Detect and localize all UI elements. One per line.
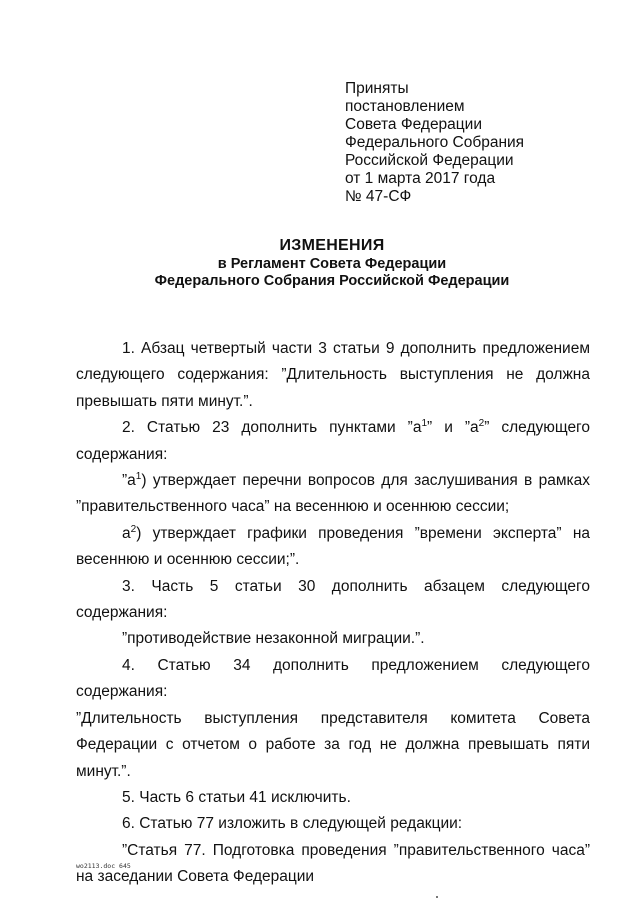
text-run: ” и ”а [427,419,479,437]
file-code: wo2113.doc 645 [76,862,131,870]
document-body [76,336,590,891]
superscript: 1 [421,418,428,430]
paragraph: 6. Статью 77 изложить в следующей редакции: [122,815,463,833]
paragraph: ”противодействие незаконной миграции.”. [122,630,425,648]
text-run: ” следующего содержания: [76,419,590,463]
paragraph: 1. Абзац четвертый части 3 статьи 9 дополнить предложением следующего содержания: ”Длительность выступления не должна превышать пяти минут.”. [76,340,590,410]
paragraph: 3. Часть 5 статьи 30 дополнить абзацем следующего содержания: [76,577,590,622]
text-run: ) утверждает графики проведения ”времени эксперта” на весеннюю и осеннюю сессии;”. [76,524,590,569]
text-run: ) утверждает перечни вопросов для заслушивания в рамках ”правительственного часа” на весеннюю и осеннюю сессии; [76,472,590,516]
approval-line: от 1 марта 2017 года [345,170,496,187]
document-heading [0,236,640,290]
approval-line: № 47-СФ [345,188,412,205]
paragraph: 5. Часть 6 статьи 41 исключить. [122,788,351,806]
paragraph [76,468,590,521]
superscript: 1 [135,471,142,483]
approval-line: постановлением [345,98,465,115]
text-run: 2. Статью 23 дополнить пунктами ”а [122,419,422,437]
paragraph [76,415,590,468]
superscript: 2 [130,523,137,535]
approval-line: Приняты [345,80,409,97]
paragraph [76,521,590,574]
paragraph: 4. Статью 34 дополнить предложением следующего содержания: [76,656,590,701]
superscript: 2 [478,418,485,430]
text-run: а [122,524,131,542]
approval-block [345,80,524,206]
heading-subtitle-line: Федерального Собрания Российской Федерации [154,273,510,289]
heading-subtitle-line: в Регламент Совета Федерации [217,256,447,272]
scan-speck [436,896,438,898]
text-run: ”а [122,472,136,490]
approval-line: Совета Федерации [345,116,482,133]
approval-line: Российской Федерации [345,152,514,169]
heading-title: ИЗМЕНЕНИЯ [279,237,385,254]
paragraph: ”Статья 77. Подготовка проведения ”правительственного часа” на заседании Совета Федерации [76,841,590,886]
approval-line: Федерального Собрания [345,134,525,151]
paragraph: ”Длительность выступления представителя комитета Совета Федерации с отчетом о работе за год не должна превышать пяти минут.”. [76,709,590,780]
